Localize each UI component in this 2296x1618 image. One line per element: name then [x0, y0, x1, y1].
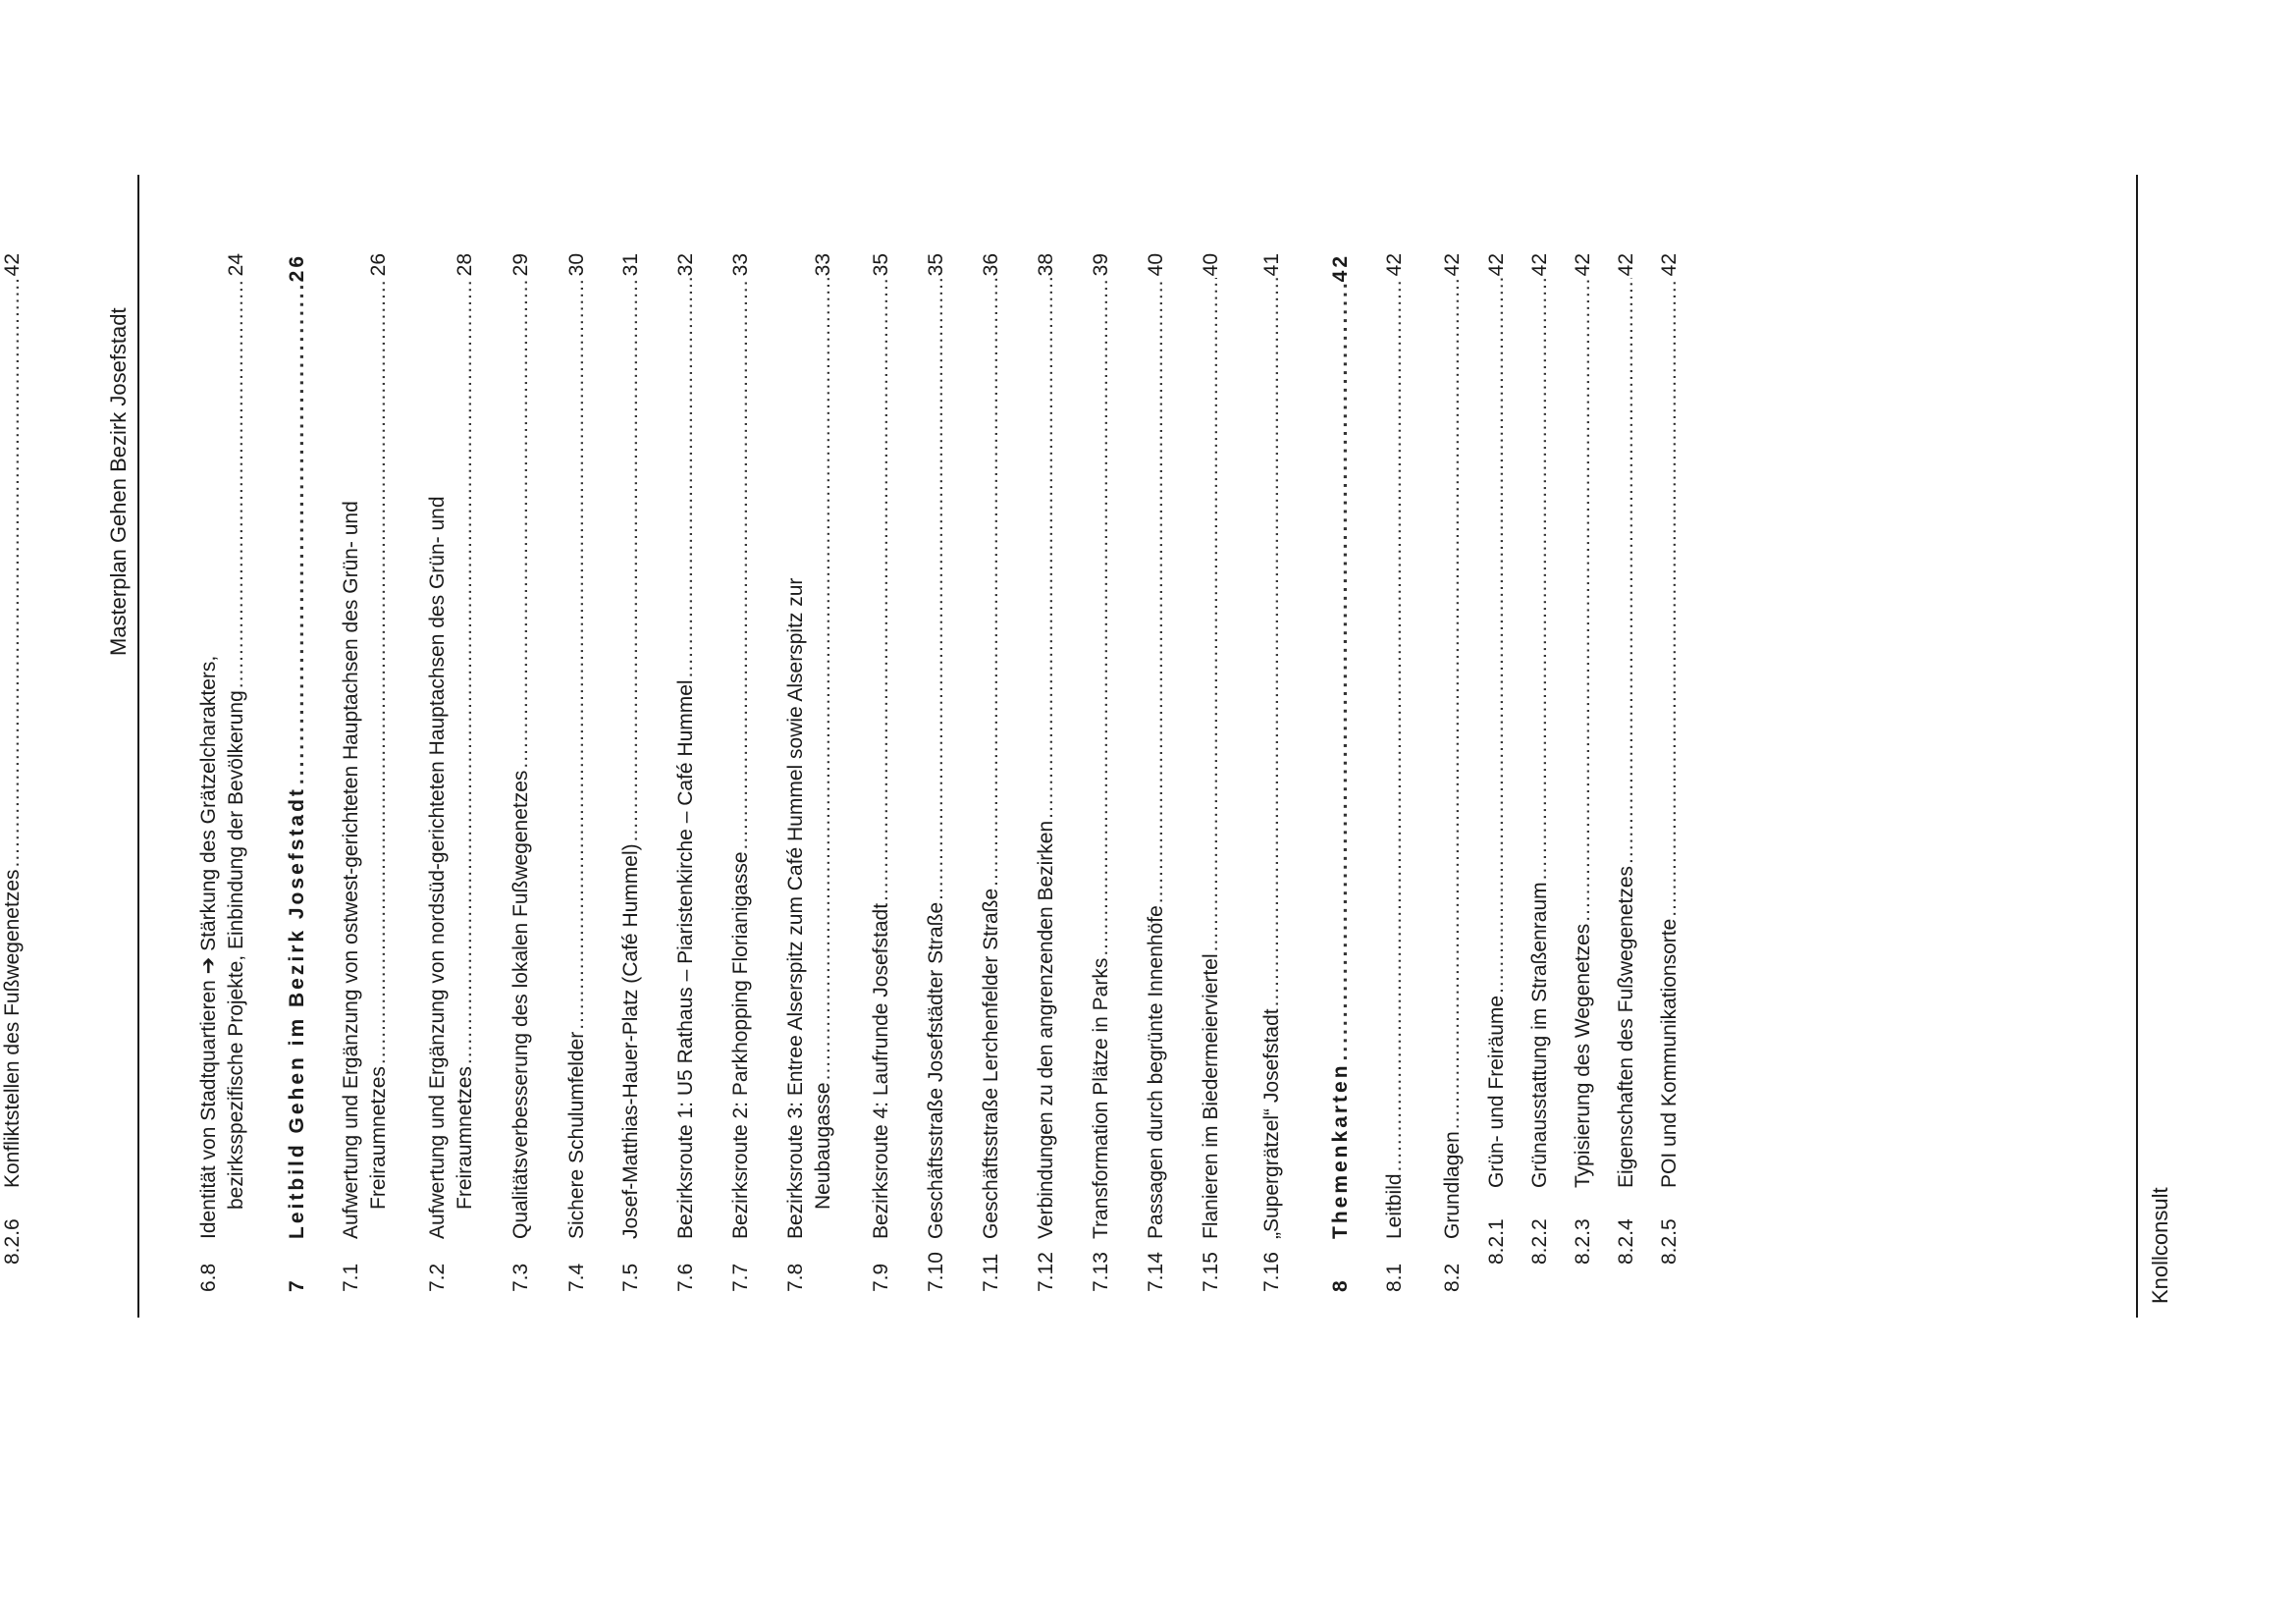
toc-entry-number: 7.14 — [1145, 1252, 1167, 1292]
toc-entry-number: 8.2 — [1441, 1263, 1464, 1292]
toc-entry-title: Verbindungen zu den angrenzenden Bezirken — [1035, 820, 1057, 1239]
toc-entry-page: 33 — [729, 253, 752, 277]
dot-leader — [1034, 278, 1059, 818]
toc-entry-number: 8.2.6 — [1, 1218, 24, 1265]
toc-entry-number: 7 — [286, 1277, 308, 1292]
footer-rule — [2136, 175, 2138, 1318]
dot-leader — [224, 278, 249, 688]
running-footer-company: Knollconsult — [2148, 1187, 2172, 1304]
toc-entry-title: „Supergrätzel“ Josefstadt — [1260, 1008, 1283, 1239]
toc-entry-page: 42 — [1, 253, 24, 277]
toc-entry-title: Leitbild — [1383, 1173, 1406, 1239]
toc-entry-number: 7.6 — [674, 1263, 697, 1292]
toc-entry-number: 7.8 — [784, 1263, 807, 1292]
toc-entry-number: 8.2.2 — [1528, 1218, 1551, 1265]
toc-entry-title-continued: bezirksspezifische Projekte, Einbindung der Bevölkerung — [225, 690, 247, 1210]
toc-entry-number: 7.1 — [340, 1263, 362, 1292]
toc-entry-page: 42 — [1572, 253, 1594, 277]
toc-entry-page: 32 — [674, 253, 697, 277]
toc-entry-title: Leitbild Gehen im Bezirk Josefstadt — [286, 786, 308, 1239]
toc-entry-number: 8 — [1329, 1277, 1352, 1292]
dot-leader — [1089, 278, 1114, 955]
toc-entry-title-continued: Freiraumnetzes — [367, 1066, 390, 1210]
toc-entry-page: 42 — [1615, 253, 1637, 277]
toc-entry-page: 42 — [1329, 253, 1352, 283]
toc-entry-number: 7.15 — [1200, 1252, 1222, 1292]
toc-entry-page: 39 — [1090, 253, 1112, 277]
dot-leader — [1484, 278, 1510, 994]
toc-entry-title: Transformation Plätze in Parks — [1090, 957, 1112, 1239]
toc-entry-page: 42 — [1485, 253, 1508, 277]
toc-entry-page: 35 — [870, 253, 892, 277]
dot-leader — [1382, 278, 1408, 1171]
toc-entry-title: Passagen durch begrünte Innenhöfe — [1145, 905, 1167, 1239]
toc-entry-title: Geschäftsstraße Josefstädter Straße — [925, 901, 947, 1239]
toc-entry-number: 8.1 — [1383, 1263, 1406, 1292]
toc-entry-number: 7.7 — [729, 1263, 752, 1292]
toc-entry-page: 29 — [509, 253, 532, 277]
toc-entry-page: 42 — [1658, 253, 1681, 277]
toc-entry-number: 7.9 — [870, 1263, 892, 1292]
toc-entry-page: 28 — [454, 253, 476, 277]
dot-leader — [1259, 278, 1285, 1006]
toc-entry-page: 33 — [812, 253, 834, 277]
toc-entry-title: Sichere Schulumfelder — [565, 1031, 588, 1239]
toc-entry-number: 7.3 — [509, 1263, 532, 1292]
toc-entry-page: 42 — [1441, 253, 1464, 277]
dot-leader — [1440, 278, 1466, 1129]
toc-entry-title: Konfliktstellen des Fußwegenetzes — [1, 869, 24, 1188]
dot-leader — [285, 284, 310, 784]
toc-entry-title: Aufwertung und Ergänzung von nordsüd-gerichteten Hauptachsen des Grün- und — [426, 496, 449, 1239]
toc-entry-number: 8.2.3 — [1572, 1218, 1594, 1265]
toc-entry-number: 7.4 — [565, 1263, 588, 1292]
toc-entry-number: 7.13 — [1090, 1252, 1112, 1292]
toc-entry-title: Bezirksroute 3: Entree Alserspitz zum Café Hummel sowie Alserspitz zur — [784, 577, 807, 1239]
toc-entry-page: 36 — [980, 253, 1002, 277]
toc-entry-page: 26 — [286, 253, 308, 283]
toc-entry-title: Qualitätsverbesserung des lokalen Fußwegenetzes — [509, 770, 532, 1239]
dot-leader — [1144, 278, 1169, 903]
toc-entry-number: 7.2 — [426, 1263, 449, 1292]
toc-entry-page: 26 — [367, 253, 390, 277]
dot-leader — [1527, 278, 1553, 880]
toc-entry-number: 7.10 — [925, 1252, 947, 1292]
toc-entry-title: Grün- und Freiräume — [1485, 995, 1508, 1188]
dot-leader — [1657, 278, 1682, 916]
toc-entry-title: Geschäftsstraße Lerchenfelder Straße — [980, 888, 1002, 1239]
toc-entry-number: 7.16 — [1260, 1252, 1283, 1292]
toc-entry-page: 41 — [1260, 253, 1283, 277]
toc-entry-title-continued: Freiraumnetzes — [454, 1066, 476, 1210]
dot-leader — [979, 278, 1004, 886]
toc-entry-number: 7.12 — [1035, 1252, 1057, 1292]
toc-entry-title: POI und Kommunikationsorte — [1658, 918, 1681, 1188]
dot-leader — [811, 278, 836, 1080]
toc-entry-title: Identität von Stadtquartieren ➔ Stärkung des Grätzelcharakters, — [197, 655, 220, 1239]
toc-entry-number: 8.2.1 — [1485, 1218, 1508, 1265]
toc-entry-title: Josef-Matthias-Hauer-Platz (Café Hummel) — [619, 843, 642, 1239]
dot-leader — [0, 278, 26, 867]
toc-entry-title: Grünausstattung im Straßenraum — [1528, 882, 1551, 1188]
running-header-title: Masterplan Gehen Bezirk Josefstadt — [106, 307, 131, 656]
toc-entry-number: 6.8 — [197, 1263, 220, 1292]
dot-leader — [1328, 284, 1354, 1060]
toc-entry-title: Bezirksroute 4: Laufrunde Josefstadt — [870, 902, 892, 1239]
toc-entry-title: Typisierung des Wegenetzes — [1572, 923, 1594, 1188]
toc-entry-number: 8.2.5 — [1658, 1218, 1681, 1265]
toc-entry-page: 31 — [619, 253, 642, 277]
toc-entry-page: 30 — [565, 253, 588, 277]
toc-entry-page: 40 — [1145, 253, 1167, 277]
toc-entry-page: 35 — [925, 253, 947, 277]
dot-leader — [728, 278, 754, 849]
toc-entry-title: Bezirksroute 1: U5 Rathaus – Piaristenkirche – Café Hummel — [674, 679, 697, 1239]
dot-leader — [508, 278, 534, 768]
toc-entry-title-continued: Neubaugasse — [812, 1082, 834, 1210]
toc-entry-number: 8.2.4 — [1615, 1218, 1637, 1265]
dot-leader — [1199, 278, 1224, 951]
toc-entry-title: Themenkarten — [1329, 1062, 1352, 1239]
dot-leader — [673, 278, 699, 677]
dot-leader — [564, 278, 590, 1029]
toc-entry-title: Aufwertung und Ergänzung von ostwest-gerichteten Hauptachsen des Grün- und — [340, 501, 362, 1239]
toc-entry-number: 7.5 — [619, 1263, 642, 1292]
dot-leader — [1614, 278, 1639, 864]
toc-entry-page: 42 — [1383, 253, 1406, 277]
toc-entry-page: 38 — [1035, 253, 1057, 277]
toc-entry-title: Bezirksroute 2: Parkhopping Florianigasse — [729, 851, 752, 1239]
dot-leader — [1571, 278, 1596, 921]
dot-leader — [366, 278, 392, 1064]
toc-entry-title: Flanieren im Biedermeierviertel — [1200, 953, 1222, 1239]
dot-leader — [453, 278, 478, 1064]
toc-entry-title: Grundlagen — [1441, 1131, 1464, 1239]
toc-entry-page: 42 — [1528, 253, 1551, 277]
dot-leader — [869, 278, 894, 901]
toc-entry-page: 24 — [225, 253, 247, 277]
dot-leader — [924, 278, 949, 900]
toc-entry-page: 40 — [1200, 253, 1222, 277]
toc-entry-title: Eigenschaften des Fußwegenetzes — [1615, 865, 1637, 1188]
dot-leader — [618, 278, 644, 841]
toc-entry-number: 7.11 — [980, 1253, 1002, 1292]
